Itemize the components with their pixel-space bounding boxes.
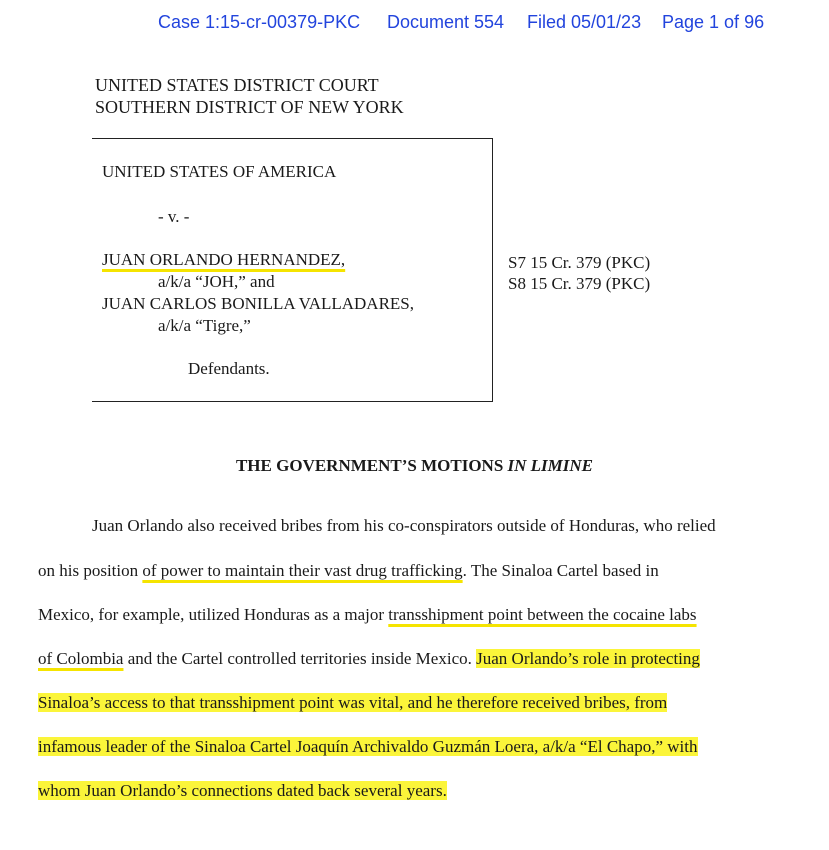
body-l3-a: Mexico, for example, utilized Honduras as a major <box>38 605 389 624</box>
body-line-5 <box>38 693 780 713</box>
body-l3-underlined: transshipment point between the cocaine labs <box>388 605 697 624</box>
body-line-7 <box>38 781 780 801</box>
body-line-3 <box>38 605 780 625</box>
plaintiff-name: UNITED STATES OF AMERICA <box>102 162 337 181</box>
body-l6-highlight: infamous leader of the Sinaloa Cartel Joaquín Archivaldo Guzmán Loera, a/k/a “El Chapo,” with <box>38 737 698 756</box>
case-numbers <box>508 252 650 294</box>
body-l4-highlight: Juan Orlando’s role in protecting <box>476 649 700 668</box>
page-indicator: Page 1 of 96 <box>662 12 765 32</box>
defendant-2: JUAN CARLOS BONILLA VALLADARES, <box>102 294 415 313</box>
body-l5-highlight: Sinaloa’s access to that transshipment point was vital, and he therefore received bribes, from <box>38 693 668 712</box>
body-line-4 <box>38 649 780 669</box>
body-line-6 <box>38 737 780 757</box>
court-line-2: SOUTHERN DISTRICT OF NEW YORK <box>95 97 404 117</box>
defendant-1: JUAN ORLANDO HERNANDEZ, <box>102 250 346 269</box>
body-l7-highlight: whom Juan Orlando’s connections dated back several years. <box>38 781 447 800</box>
case-no-2: S8 15 Cr. 379 (PKC) <box>508 274 651 293</box>
court-line-1: UNITED STATES DISTRICT COURT <box>95 75 379 95</box>
court-name <box>95 74 404 118</box>
body-l4-b: and the Cartel controlled territories inside Mexico. <box>123 649 477 668</box>
body-l2-a: on his position <box>38 561 143 580</box>
body-l2-c: . The Sinaloa Cartel based in <box>462 561 659 580</box>
case-no-1: S7 15 Cr. 379 (PKC) <box>508 253 651 272</box>
versus: - v. - <box>158 207 190 226</box>
title-italic: IN LIMINE <box>507 456 594 475</box>
alias-2: a/k/a “Tigre,” <box>158 316 251 335</box>
document-title <box>0 456 829 476</box>
defendants-label: Defendants. <box>188 359 270 378</box>
body-l4-underlined: of Colombia <box>38 649 124 668</box>
body-l2-underlined: of power to maintain their vast drug trafficking <box>142 561 463 580</box>
body-line-2 <box>38 561 780 581</box>
document-number: Document 554 <box>387 12 505 32</box>
alias-1: a/k/a “JOH,” and <box>158 272 275 291</box>
body-line-1: Juan Orlando also received bribes from his co-conspirators outside of Honduras, who relied <box>92 516 716 535</box>
title-main: THE GOVERNMENT’S MOTIONS <box>235 456 508 475</box>
filed-date: Filed 05/01/23 <box>527 12 642 32</box>
case-number: Case 1:15-cr-00379-PKC <box>158 12 361 32</box>
